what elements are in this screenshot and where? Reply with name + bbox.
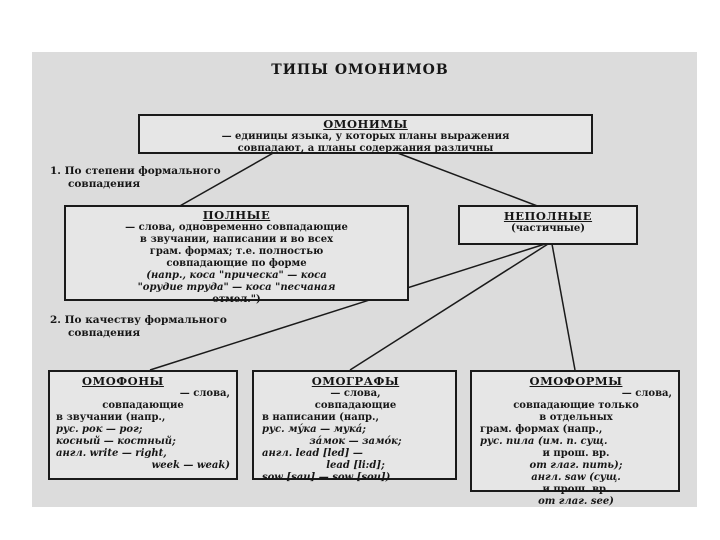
homophones-box	[48, 370, 238, 480]
full-line: — слова, одновременно совпадающие	[125, 222, 348, 233]
homophones-line: совпадающие	[102, 400, 184, 411]
homoforms-line: от глаг. пить);	[529, 460, 623, 471]
homographs-box	[252, 370, 457, 483]
homoforms-line: от глаг. see)	[538, 496, 614, 507]
homoforms-line: грам. формах (напр.,	[480, 424, 603, 435]
homographs-line: sow [sau] — sow [sou])	[262, 472, 391, 483]
homographs-line: lead [li:d];	[326, 460, 385, 471]
homographs-line: в написании (напр.,	[262, 412, 379, 423]
criterion-2-line: совпадения	[68, 327, 141, 339]
full-line: совпадающие по форме	[166, 258, 307, 269]
full-line: в звучании, написании и во всех	[139, 234, 334, 245]
homophones-line: англ. write — right,	[56, 448, 167, 459]
criterion-1-line: совпадения	[68, 178, 141, 190]
diagram-title: ТИПЫ ОМОНИМОВ	[271, 62, 449, 78]
connector-root-partial	[395, 152, 540, 207]
homoforms-line: в отдельных	[539, 412, 613, 423]
root-line: — единицы языка, у которых планы выражения	[221, 131, 510, 142]
full-line: отмел.")	[212, 294, 261, 305]
homoforms-line: англ. saw (сущ.	[531, 472, 621, 483]
criterion-2-label	[50, 314, 227, 340]
partial-heading: НЕПОЛНЫЕ	[503, 209, 593, 223]
homographs-line: зáмок — замóк;	[309, 436, 402, 447]
homographs-line: совпадающие	[314, 400, 397, 411]
partial-homonyms-box	[458, 205, 638, 245]
full-line: грам. формах; т.е. полностью	[149, 246, 324, 257]
homoforms-line: рус. пила (им. п. сущ.	[480, 436, 608, 447]
homophones-heading: ОМОФОНЫ	[82, 374, 164, 388]
homographs-heading: ОМОГРАФЫ	[311, 374, 400, 388]
homoforms-line: — слова,	[621, 388, 672, 399]
homophones-line: week — weak)	[151, 460, 230, 471]
root-line: совпадают, а планы содержания различны	[237, 143, 494, 154]
homophones-line: рус. рок — рог;	[56, 424, 143, 435]
full-line: (напр., коса "прическа" — коса	[146, 270, 327, 281]
homophones-line: — слова,	[179, 388, 230, 399]
criterion-1-line: 1. По степени формального	[50, 165, 221, 177]
root-heading: ОМОНИМЫ	[323, 117, 408, 131]
homoforms-heading: ОМОФОРМЫ	[529, 374, 623, 388]
criterion-2-line: 2. По качеству формального	[50, 314, 227, 326]
homoforms-line: совпадающие только	[513, 400, 639, 411]
full-homonyms-box	[64, 205, 409, 305]
connector-partial-homoforms	[552, 244, 575, 370]
homophones-line: в звучании (напр.,	[56, 412, 166, 423]
homoforms-line: и прош. вр.	[542, 448, 610, 459]
full-heading: ПОЛНЫЕ	[202, 208, 271, 222]
root-box	[138, 114, 593, 154]
homoforms-line: и прош. вр.	[542, 484, 610, 495]
full-line: "орудие труда" — коса "песчаная	[137, 282, 336, 293]
homoforms-box	[470, 370, 680, 507]
partial-sub: (частичные)	[511, 223, 585, 234]
homographs-line: рус. мýка — мукá;	[262, 424, 366, 435]
criterion-1-label	[50, 165, 221, 191]
homographs-line: — слова,	[330, 388, 381, 399]
homophones-line: косный — костный;	[56, 436, 176, 447]
homographs-line: англ. lead [led] —	[262, 448, 363, 459]
